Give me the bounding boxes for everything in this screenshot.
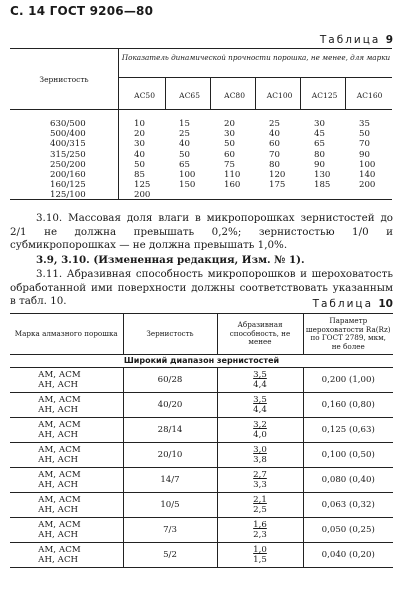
table9-cell: 20 <box>134 129 145 140</box>
table9-cell: 40 <box>179 139 190 150</box>
table10-mark-cell: АМ, АСМ АН, АСН <box>10 443 123 468</box>
table9-cell <box>167 190 212 200</box>
table10-caption-word: Таблица <box>312 298 374 310</box>
table9-mark-header: АС160 <box>356 91 383 100</box>
table10-mark-cell: АМ, АСМ АН, АСН <box>10 418 123 443</box>
table-row <box>10 543 393 568</box>
table10-grain-cell: 60/28 <box>123 368 217 393</box>
table10 <box>10 313 393 568</box>
table10-roughness-cell: 0,125 (0,63) <box>303 418 393 443</box>
table-row <box>10 393 393 418</box>
table10-abrasive-cell: 3,0 3,8 <box>217 443 303 468</box>
table9-cell: 200 <box>359 180 376 191</box>
table-row <box>10 518 393 543</box>
table9-mark-header: АС80 <box>224 91 245 100</box>
table9-cell: 10 <box>134 119 145 129</box>
table10-header-roughness: Параметр шероховатости Ra(Rz) по ГОСТ 2789, мкм, не более <box>303 314 393 355</box>
table9-caption <box>320 34 393 46</box>
table9-cell: 130 <box>314 170 331 181</box>
table10-abrasive-cell: 3,2 4,0 <box>217 418 303 443</box>
table9-cell: 80 <box>269 159 280 170</box>
table9-grain-cell: 500/400 <box>50 129 86 140</box>
table10-header-grain: Зернистость <box>123 314 217 355</box>
table10-grain-cell: 14/7 <box>123 468 217 493</box>
table9-cell: 30 <box>314 119 325 129</box>
table9-cell: 50 <box>179 149 190 160</box>
paragraph-amendment: 3.9, 3.10. (Измененная редакция, Изм. № 1). <box>36 254 305 266</box>
table9-cell: 50 <box>134 159 145 170</box>
table9-grain-cell: 315/250 <box>50 149 86 160</box>
table-row <box>10 418 393 443</box>
table10-header-abrasive: Абразивная способность, не менее <box>217 314 303 355</box>
table-row <box>10 443 393 468</box>
table9-super-header: Показатель динамической прочности порошка, не менее, для марки <box>121 53 391 62</box>
table10-mark-cell: АМ, АСМ АН, АСН <box>10 543 123 568</box>
table-row <box>10 368 393 393</box>
table9-cell: 160 <box>224 180 241 191</box>
table9-grain-cell: 160/125 <box>50 180 86 191</box>
table10-grain-cell: 40/20 <box>123 393 217 418</box>
table9-cell: 100 <box>179 170 196 181</box>
table10-band-title: Широкий диапазон зернистостей <box>10 355 393 368</box>
table10-caption <box>313 298 393 310</box>
table10-abrasive-cell: 2,1 2,5 <box>217 493 303 518</box>
table-row <box>10 493 393 518</box>
table9-cell: 70 <box>359 139 370 150</box>
table9-cell <box>347 190 392 200</box>
table10-abrasive-cell: 1,6 2,3 <box>217 518 303 543</box>
table9-value-column <box>167 119 212 201</box>
table9-cell: 40 <box>134 149 145 160</box>
table10-header-mark: Марка алмазного порошка <box>10 314 123 355</box>
table10-roughness-cell: 0,050 (0,25) <box>303 518 393 543</box>
table9-value-column <box>302 119 347 201</box>
paragraph-3-10: 3.10. Массовая доля влаги в микропорошках зернистостей до 2/1 не должна превышать 0,2%; зернистостью 1/0 и субмикропорошках — не должна превышать 1,0%. <box>10 212 393 251</box>
table9-mark-header: АС65 <box>179 91 200 100</box>
table9-cell <box>257 190 302 200</box>
table9-grain-cell: 400/315 <box>50 139 86 150</box>
table10-abrasive-cell: 3,5 4,4 <box>217 393 303 418</box>
table9-grain-cell: 200/160 <box>50 170 86 181</box>
table9-grain-column <box>10 119 118 201</box>
page-header: С. 14 ГОСТ 9206—80 <box>10 4 154 18</box>
table-row <box>10 468 393 493</box>
table9-cell: 50 <box>224 139 235 150</box>
table10-grain-cell: 5/2 <box>123 543 217 568</box>
table9-caption-number: 9 <box>385 34 393 46</box>
table9-cell: 25 <box>269 119 280 129</box>
table10-caption-number: 10 <box>378 298 393 310</box>
table9-cell: 85 <box>134 170 145 181</box>
table9-cell: 140 <box>359 170 376 181</box>
table9-grain-cell: 630/500 <box>50 119 86 129</box>
table10-roughness-cell: 0,063 (0,32) <box>303 493 393 518</box>
table10-grain-cell: 10/5 <box>123 493 217 518</box>
table9-value-column <box>212 119 257 201</box>
table9-mark-header: АС50 <box>134 91 155 100</box>
table9-cell: 70 <box>269 149 280 160</box>
table9-cell: 35 <box>359 119 370 129</box>
table10-roughness-cell: 0,080 (0,40) <box>303 468 393 493</box>
table9-cell: 100 <box>359 159 376 170</box>
table9-cell: 25 <box>179 129 190 140</box>
table10-grain-cell: 20/10 <box>123 443 217 468</box>
table9-value-column <box>122 119 167 201</box>
table9-cell: 110 <box>224 170 241 181</box>
table9-cell: 45 <box>314 129 325 140</box>
table9-cell <box>212 190 257 200</box>
table10-roughness-cell: 0,160 (0,80) <box>303 393 393 418</box>
table9-value-column <box>347 119 392 201</box>
table9-cell: 75 <box>224 159 235 170</box>
table9-caption-word: Таблица <box>319 34 381 46</box>
table9-mark-header: АС100 <box>266 91 293 100</box>
table10-grain-cell: 28/14 <box>123 418 217 443</box>
table9-cell: 90 <box>359 149 370 160</box>
table10-abrasive-cell: 1,0 1,5 <box>217 543 303 568</box>
table9-grain-cell: 250/200 <box>50 159 86 170</box>
table9-cell: 30 <box>134 139 145 150</box>
table9-cell: 185 <box>314 180 331 191</box>
table9-mark-header: АС125 <box>311 91 338 100</box>
table9-cell: 200 <box>134 190 151 201</box>
table9-cell: 65 <box>314 139 325 150</box>
table9-cell: 60 <box>224 149 235 160</box>
table9-cell: 120 <box>269 170 286 181</box>
table10-grain-cell: 7/3 <box>123 518 217 543</box>
table9 <box>10 48 392 200</box>
table10-roughness-cell: 0,100 (0,50) <box>303 443 393 468</box>
table9-cell: 65 <box>179 159 190 170</box>
table9-stub-header: Зернистость <box>39 75 89 84</box>
table9-cell: 60 <box>269 139 280 150</box>
table9-grain-cell: 125/100 <box>50 190 86 201</box>
table9-cell: 50 <box>359 129 370 140</box>
table9-cell: 125 <box>134 180 151 191</box>
table9-cell: 15 <box>179 119 190 129</box>
table9-cell <box>302 190 347 200</box>
table10-roughness-cell: 0,040 (0,20) <box>303 543 393 568</box>
table9-cell: 40 <box>269 129 280 140</box>
table9-cell: 150 <box>179 180 196 191</box>
paragraph-3-11: 3.11. Абразивная способность микропорошков и шероховатость обработанной ими поверхности должны соответствовать указанным в табл. 10. <box>10 268 393 307</box>
table10-mark-cell: АМ, АСМ АН, АСН <box>10 368 123 393</box>
table10-roughness-cell: 0,200 (1,00) <box>303 368 393 393</box>
table9-cell: 80 <box>314 149 325 160</box>
table9-cell: 90 <box>314 159 325 170</box>
table10-mark-cell: АМ, АСМ АН, АСН <box>10 493 123 518</box>
table10-mark-cell: АМ, АСМ АН, АСН <box>10 468 123 493</box>
table9-value-column <box>257 119 302 201</box>
table10-abrasive-cell: 3,5 4,4 <box>217 368 303 393</box>
table10-abrasive-cell: 2,7 3,3 <box>217 468 303 493</box>
table10-mark-cell: АМ, АСМ АН, АСН <box>10 393 123 418</box>
table10-mark-cell: АМ, АСМ АН, АСН <box>10 518 123 543</box>
table9-cell: 20 <box>224 119 235 129</box>
table9-cell: 30 <box>224 129 235 140</box>
table9-cell: 175 <box>269 180 286 191</box>
